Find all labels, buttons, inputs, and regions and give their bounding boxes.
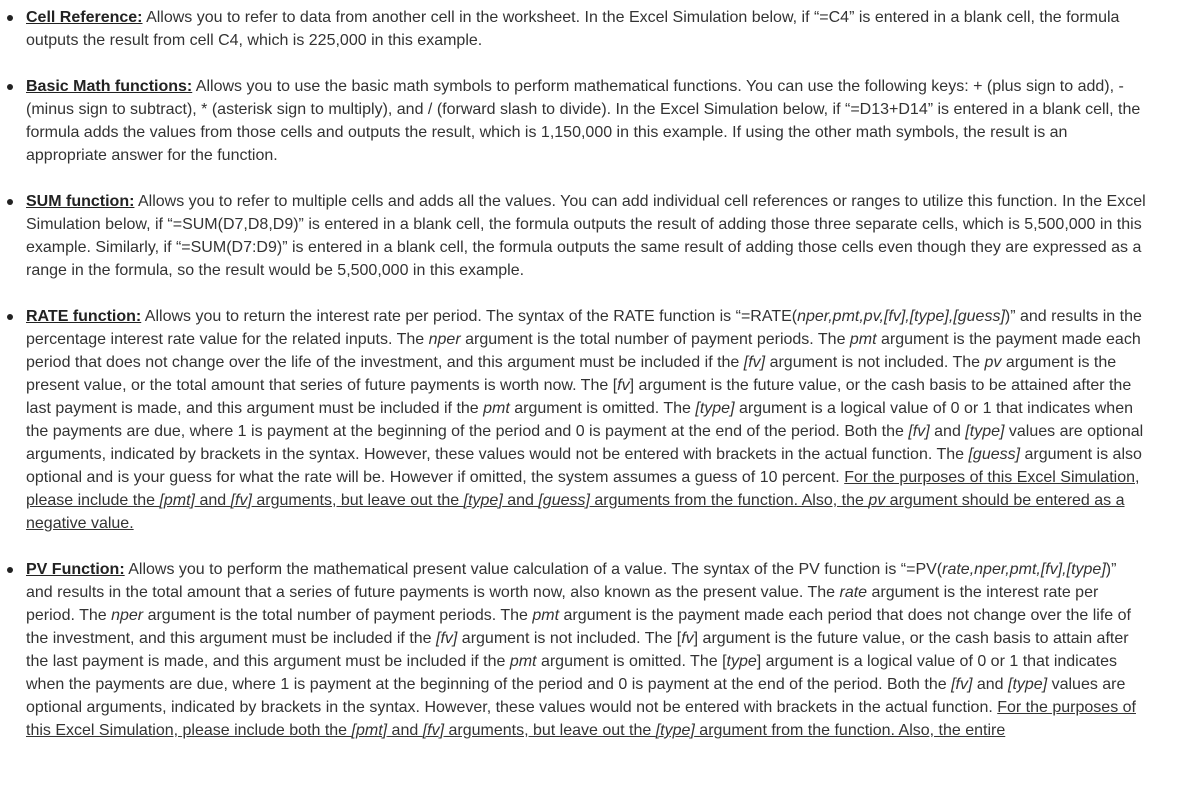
arg-name: [type]	[1008, 676, 1048, 693]
item-text: values are optional arguments, indicated by brackets in the syntax. However, these values would not be entered with brackets in the actual function. The	[26, 423, 1144, 463]
arg-name: [fv]	[908, 423, 930, 440]
instruction-text: For the purposes of this Excel Simulation, please include both the	[26, 699, 1136, 739]
arg-name: [fv]	[743, 354, 766, 371]
term-basic-math: Basic Math functions:	[26, 78, 193, 95]
item-text: argument is not included. The [	[457, 630, 682, 647]
list-item-pv-function	[26, 558, 1147, 742]
instruction-text: argument from the function. Also, the entire	[694, 722, 1006, 739]
arg-name: nper	[428, 331, 461, 348]
item-text: values are optional arguments, indicated by brackets in the syntax. However, these values would not be entered with brackets in the actual function.	[26, 676, 1126, 716]
item-text: Allows you to use the basic math symbols to perform mathematical functions. You can use the following keys: + (plus sign to add), - (minus sign to subtract), * (asterisk sign to multiply), and / (forward slash to divide). In the Excel Simulation below, if “=D13+D14” is entered in a blank cell, the formula adds the values from those cells and outputs the result, which is 1,150,000 in this example. If using the other math symbols, the result is an appropriate answer for the function.	[26, 78, 1141, 164]
item-text: Allows you to return the interest rate per period. The syntax of the RATE function is “=RATE(	[141, 308, 798, 325]
syntax-args: rate,nper,pmt,[fv],[type]	[942, 561, 1106, 578]
arg-name: [type]	[695, 400, 735, 417]
arg-name: [guess]	[968, 446, 1021, 463]
item-text: argument is the present value, or the total amount that series of future payments is worth now. The [	[26, 354, 1117, 394]
arg-name: [pmt]	[159, 492, 195, 509]
arg-name: [type]	[655, 722, 695, 739]
item-text: ] argument is a logical value of 0 or 1 that indicates when the payments are due, where 1 is payment at the beginning of the period and 0 is payment at the end of the period. Both the	[26, 653, 1117, 693]
bullet-icon	[7, 199, 13, 205]
instruction-text: and	[502, 492, 539, 509]
instruction-text: arguments from the function. Also, the	[589, 492, 869, 509]
instruction-text: and	[387, 722, 423, 739]
arg-name: [fv]	[230, 492, 252, 509]
arg-name: pmt	[532, 607, 560, 624]
arg-name: pv	[868, 492, 886, 509]
bullet-icon	[7, 15, 13, 21]
instruction-text: argument should be entered as a negative value.	[26, 492, 1125, 532]
item-text: ] argument is the future value, or the cash basis to be attained after the last payment is made, and this argument must be included if the	[26, 377, 1132, 417]
term-pv-function: PV Function:	[26, 561, 125, 578]
arg-name: rate	[839, 584, 868, 601]
arg-name: pmt	[509, 653, 537, 670]
list-item-cell-reference	[26, 6, 1147, 52]
term-rate-function: RATE function:	[26, 308, 142, 325]
arg-name: [fv]	[422, 722, 445, 739]
instruction-text: For the purposes of this Excel Simulation, please include the	[26, 469, 1140, 509]
bullet-icon	[7, 567, 13, 573]
term-cell-reference: Cell Reference:	[26, 9, 143, 26]
arg-name: pmt	[483, 400, 510, 417]
arg-name: fv	[681, 630, 694, 647]
item-text: argument is the total number of payment periods. The	[143, 607, 533, 624]
syntax-args: nper,pmt,pv,[fv],[type],[guess]	[797, 308, 1005, 325]
item-text: argument is omitted. The	[509, 400, 696, 417]
item-text: argument is also optional and is your guess for what the rate will be. However if omitted, the system assumes a guess of 10 percent.	[26, 446, 1142, 486]
list-item-rate-function	[26, 305, 1147, 535]
item-text: Allows you to perform the mathematical present value calculation of a value. The syntax of the PV function is “=PV(	[124, 561, 943, 578]
arg-name: [pmt]	[351, 722, 388, 739]
arg-name: [type]	[463, 492, 503, 509]
item-text: )” and results in the total amount that a series of future payments is worth now, also known as the present value. The	[26, 561, 1117, 601]
instruction-text: arguments, but leave out the	[444, 722, 656, 739]
item-text: argument is the interest rate per period. The	[26, 584, 1099, 624]
item-text: )” and results in the percentage interest rate value for the related inputs. The	[26, 308, 1142, 348]
item-text: argument is omitted. The [	[536, 653, 727, 670]
arg-name: [type]	[965, 423, 1005, 440]
bullet-icon	[7, 84, 13, 90]
arg-name: [fv]	[951, 676, 973, 693]
item-text: ] argument is the future value, or the cash basis to attain after the last payment is made, and this argument must be included if the	[26, 630, 1129, 670]
item-text: argument is the total number of payment periods. The	[460, 331, 850, 348]
item-text: and	[929, 423, 966, 440]
list-item-sum-function	[26, 190, 1147, 282]
instruction-text: arguments, but leave out the	[251, 492, 464, 509]
item-text: argument is the payment made each period that does not change over the life of the investment, and this argument must be included if the	[26, 331, 1141, 371]
arg-name: nper	[111, 607, 144, 624]
item-text: Allows you to refer to data from another cell in the worksheet. In the Excel Simulation below, if “=C4” is entered in a blank cell, the formula outputs the result from cell C4, which is 225,000 in this example.	[26, 9, 1120, 49]
arg-name: [guess]	[538, 492, 590, 509]
instruction-text: and	[195, 492, 231, 509]
item-text: Allows you to refer to multiple cells and adds all the values. You can add individual cell references or ranges to utilize this function. In the Excel Simulation below, if “=SUM(D7,D8,D9)” is entered in a blank cell, the formula outputs the result of adding those three separate cells, which is 5,500,000 in this example. Similarly, if “=SUM(D7:D9)” is entered in a blank cell, the formula outputs the same result of adding those cells even though they are expressed as a range in the formula, so the result would be 5,500,000 in this example.	[26, 193, 1146, 279]
item-text: argument is not included. The	[765, 354, 985, 371]
term-sum-function: SUM function:	[26, 193, 135, 210]
arg-name: pmt	[849, 331, 877, 348]
arg-name: type	[726, 653, 757, 670]
bullet-icon	[7, 314, 13, 320]
arg-name: fv	[617, 377, 630, 394]
item-text: argument is a logical value of 0 or 1 that indicates when the payments are due, where 1 is payment at the beginning of the period and 0 is payment at the end of the period. Both the	[26, 400, 1133, 440]
arg-name: pv	[984, 354, 1002, 371]
item-text: argument is the payment made each period that does not change over the life of the investment, and this argument must be included if the	[26, 607, 1131, 647]
item-text: and	[972, 676, 1008, 693]
list-item-basic-math	[26, 75, 1147, 167]
arg-name: [fv]	[436, 630, 458, 647]
